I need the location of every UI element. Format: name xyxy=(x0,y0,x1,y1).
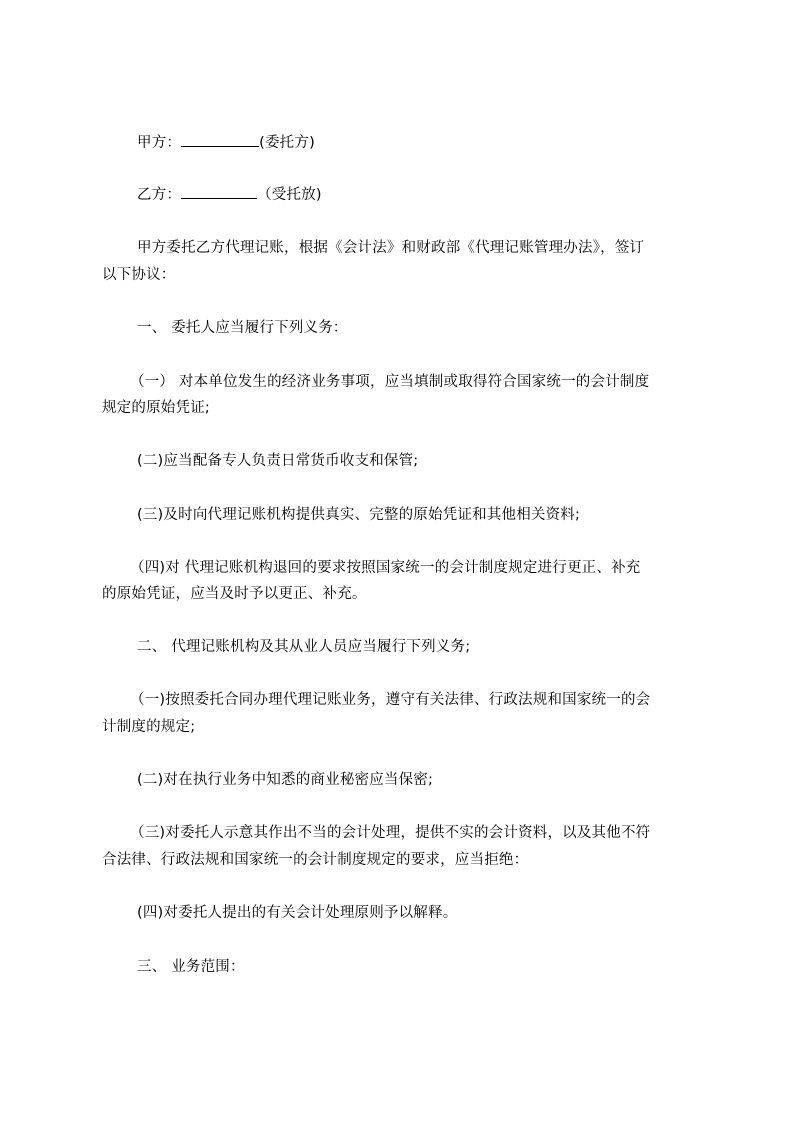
party-a-line xyxy=(137,132,315,153)
section2-item4: (四)对委托人提出的有关会计处理原则予以解释。 xyxy=(137,905,458,921)
party-b-blank xyxy=(181,184,257,199)
party-b-line xyxy=(137,184,322,205)
section1-item4-line1: （四)对 代理记账机构退回的要求按照国家统一的会计制度规定进行更正、补充 xyxy=(130,560,641,576)
section1-item1-line1: （一） 对本单位发生的经济业务事项，应当填制或取得符合国家统一的会计制度 xyxy=(130,374,650,390)
intro-line-2: 以下协议： xyxy=(102,267,176,283)
section1-item3: (三)及时向代理记账机构提供真实、完整的原始凭证和其他相关资料; xyxy=(137,507,581,523)
section1-item4-line2: 的原始凭证，应当及时予以更正、补充。 xyxy=(102,586,367,602)
section2-item1-line1: （一)按照委托合同办理代理记账业务，遵守有关法律、行政法规和国家统一的会 xyxy=(130,692,651,708)
section1-heading: 一、 委托人应当履行下列义务： xyxy=(137,320,348,336)
section3-heading: 三、 业务范围： xyxy=(137,959,245,975)
section1-item1-line2: 规定的原始凭证; xyxy=(102,400,210,416)
section2-item3-line1: （三)对委托人示意其作出不当的会计处理，提供不实的会计资料，以及其他不符 xyxy=(130,825,651,841)
party-b-label: 乙方： xyxy=(137,187,182,203)
party-b-suffix: （受托放) xyxy=(257,187,322,203)
section2-item2: (二)对在执行业务中知悉的商业秘密应当保密; xyxy=(137,772,434,788)
party-a-suffix: (委托方) xyxy=(259,135,315,151)
section2-item1-line2: 计制度的规定; xyxy=(102,719,196,735)
party-a-blank xyxy=(181,132,259,147)
section2-heading: 二、 代理记账机构及其从业人员应当履行下列义务; xyxy=(137,639,471,655)
intro-line-1: 甲方委托乙方代理记账，根据《会计法》和财政部《代理记账管理办法》，签订 xyxy=(137,240,645,256)
party-a-label: 甲方： xyxy=(137,135,182,151)
section1-item2: (二)应当配备专人负责日常货币收支和保管; xyxy=(137,453,419,469)
section2-item3-line2: 合法律、行政法规和国家统一的会计制度规定的要求，应当拒绝： xyxy=(102,852,529,868)
